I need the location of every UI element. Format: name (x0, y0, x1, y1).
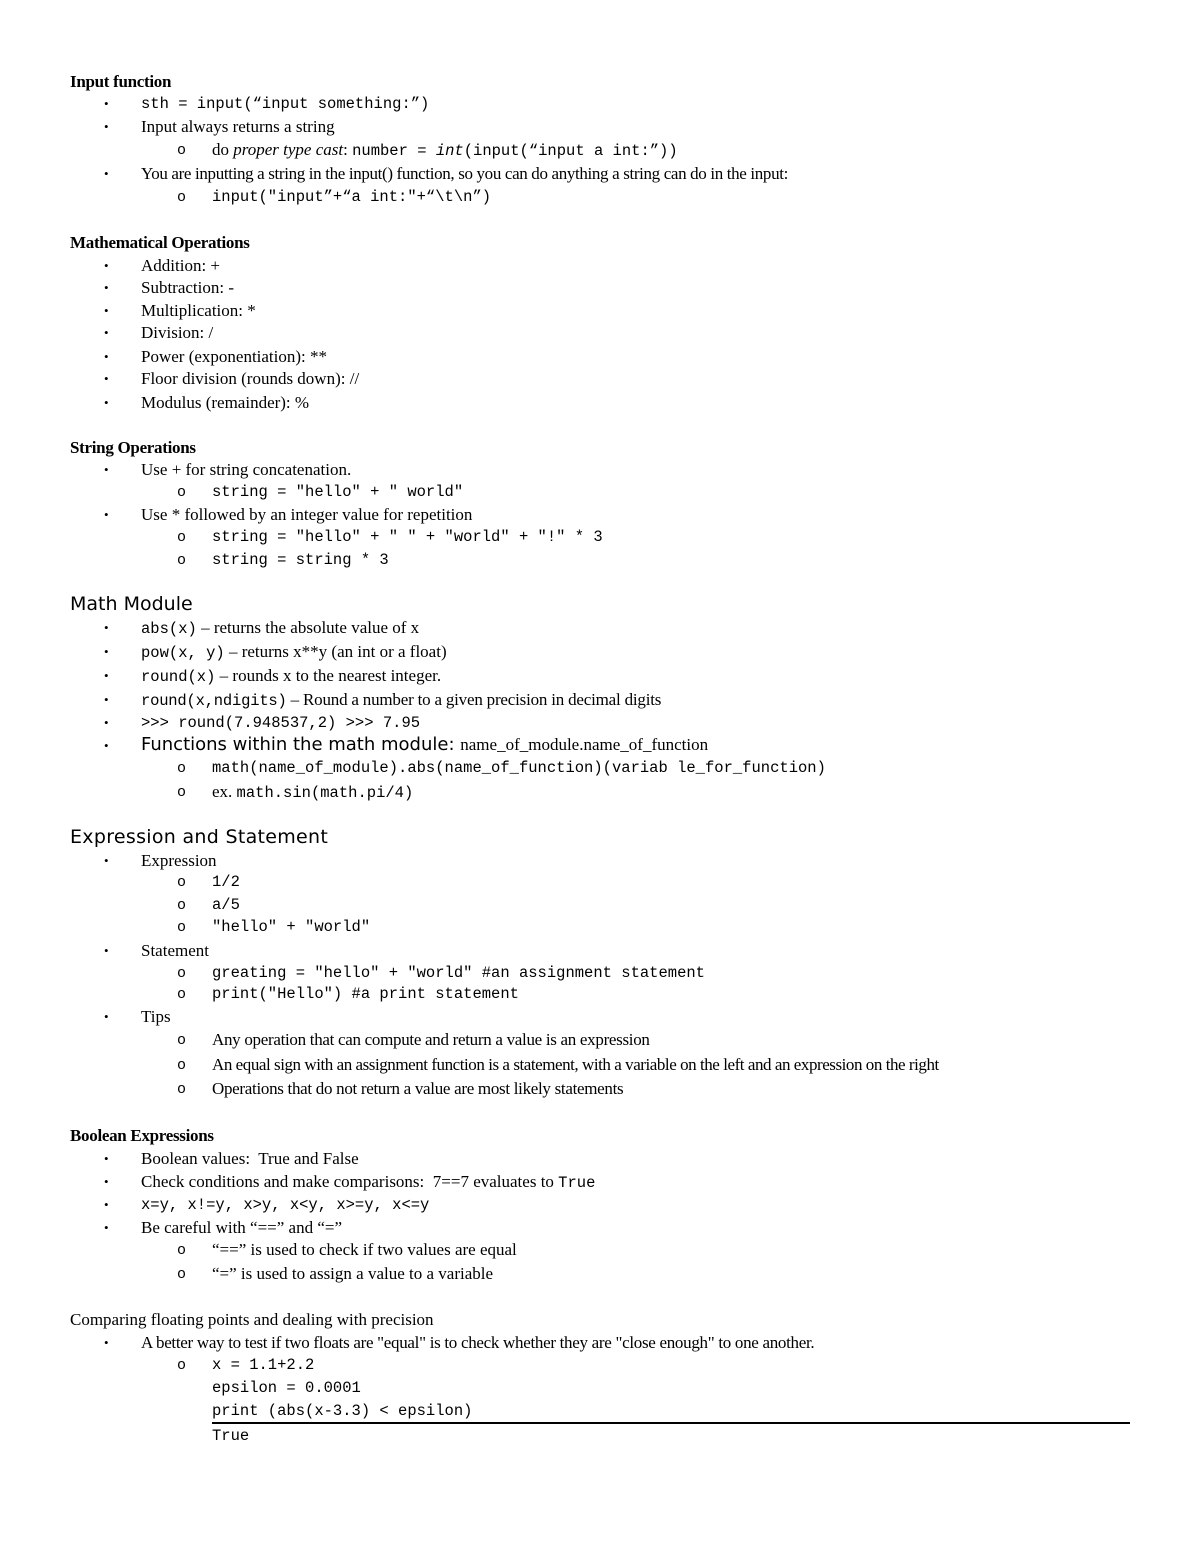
list-item: Tips (141, 1007, 171, 1026)
round-ndigits-code: round(x,ndigits) (141, 692, 287, 710)
bullet-marker: • (104, 280, 109, 295)
bullet-marker: • (104, 644, 109, 659)
list-item: Subtraction: - (141, 278, 235, 297)
sub-bullet-marker: o (177, 897, 187, 914)
list-item: Multiplication: * (141, 301, 256, 320)
bullet-marker: • (104, 692, 109, 707)
round-example-code: >>> round(7.948537,2) >>> 7.95 (141, 714, 421, 732)
list-item: Addition: + (141, 256, 221, 275)
heading-math-module: Math Module (70, 593, 193, 615)
bullet-marker: • (104, 507, 109, 522)
sub-bullet-marker: o (177, 1057, 187, 1074)
bullet-marker: • (104, 462, 109, 477)
bullet-marker: • (104, 1335, 109, 1350)
list-item: Use + for string concatenation. (141, 460, 352, 479)
horizontal-rule (212, 1422, 1130, 1424)
comparison-operators-code: x=y, x!=y, x>y, x<y, x>=y, x<=y (141, 1196, 430, 1214)
bullet-marker: • (104, 325, 109, 340)
bullet-marker: • (104, 303, 109, 318)
sub-bullet-marker: o (177, 142, 187, 159)
list-item: A better way to test if two floats are "equal" is to check whether they are "close enough" to one another. (141, 1333, 815, 1352)
list-item: Be careful with “==” and “=” (141, 1218, 343, 1237)
repetition-code-2: string = string * 3 (212, 551, 389, 569)
sub-bullet-marker: o (177, 529, 187, 546)
bullet-marker: • (104, 715, 109, 730)
list-item: Boolean values: True and False (141, 1149, 359, 1168)
type-cast-prefix: do (212, 140, 234, 159)
math-sin-example (212, 782, 413, 803)
type-cast-code-2: (input(“input a int:”)) (463, 142, 678, 160)
sub-bullet-marker: o (177, 1242, 187, 1259)
list-item (141, 1172, 595, 1193)
bullet-marker: • (104, 1197, 109, 1212)
type-cast-line (212, 140, 678, 161)
input-concat-code: input("input”+“a int:"+“\t\n”) (212, 188, 492, 206)
true-code: True (558, 1174, 596, 1192)
list-item (141, 666, 441, 687)
bullet-marker: • (104, 943, 109, 958)
bullet-marker: • (104, 166, 109, 181)
list-item: Modulus (remainder): % (141, 393, 310, 412)
list-item: Floor division (rounds down): // (141, 369, 360, 388)
round-description: – rounds x to the nearest integer. (215, 666, 442, 685)
heading-floating-points: Comparing floating points and dealing with precision (70, 1310, 434, 1329)
equality-note: “==” is used to check if two values are equal (212, 1240, 517, 1259)
math-sin-code: math.sin(math.pi/4) (236, 784, 414, 802)
expression-example-code: 1/2 (212, 873, 240, 891)
math-abs-example-code: math(name_of_module).abs(name_of_function)(variab le_for_function) (212, 759, 826, 777)
sub-bullet-marker: o (177, 1032, 187, 1049)
heading-mathematical-operations: Mathematical Operations (70, 233, 250, 252)
list-item: You are inputting a string in the input() function, so you can do anything a string can do in the input: (141, 164, 788, 183)
sub-bullet-marker: o (177, 1081, 187, 1098)
list-item: Division: / (141, 323, 214, 342)
float-code-output: True (212, 1427, 250, 1445)
list-item: Use * followed by an integer value for repetition (141, 505, 473, 524)
sub-bullet-marker: o (177, 784, 187, 801)
input-example-code: sth = input(“input something:”) (141, 95, 430, 113)
bullet-marker: • (104, 853, 109, 868)
round-code: round(x) (141, 668, 216, 686)
abs-code: abs(x) (141, 620, 197, 638)
pow-description: – returns x**y (an int or a float) (224, 642, 447, 661)
sub-bullet-marker: o (177, 1266, 187, 1283)
bullet-marker: • (104, 668, 109, 683)
sub-bullet-marker: o (177, 760, 187, 777)
bullet-marker: • (104, 371, 109, 386)
comparison-description: Check conditions and make comparisons: 7==7 evaluates to (141, 1172, 559, 1191)
bullet-marker: • (104, 349, 109, 364)
expression-example-code: a/5 (212, 896, 240, 914)
type-cast-colon: : (343, 140, 353, 159)
concat-code: string = "hello" + " world" (212, 483, 464, 501)
type-cast-code-1: number = (352, 142, 436, 160)
list-item (141, 618, 419, 639)
sub-bullet-marker: o (177, 919, 187, 936)
type-cast-code-int: int (435, 142, 464, 160)
float-code-line: epsilon = 0.0001 (212, 1379, 361, 1397)
sub-bullet-marker: o (177, 874, 187, 891)
bullet-marker: • (104, 395, 109, 410)
list-item: Power (exponentiation): ** (141, 347, 328, 366)
sub-bullet-marker: o (177, 1357, 187, 1374)
tip-item: Any operation that can compute and return a value is an expression (212, 1030, 650, 1049)
tip-item: An equal sign with an assignment function is a statement, with a variable on the left and an expression on the right (212, 1055, 939, 1074)
sub-bullet-marker: o (177, 552, 187, 569)
bullet-marker: • (104, 1151, 109, 1166)
list-item: Expression (141, 851, 217, 870)
sub-bullet-marker: o (177, 965, 187, 982)
expression-example-code: "hello" + "world" (212, 918, 371, 936)
list-item (141, 735, 708, 755)
float-code-line: x = 1.1+2.2 (212, 1356, 315, 1374)
tip-item: Operations that do not return a value are most likely statements (212, 1079, 624, 1098)
statement-example-code: print("Hello") #a print statement (212, 985, 519, 1003)
bullet-marker: • (104, 738, 109, 753)
bullet-marker: • (104, 1009, 109, 1024)
float-code-line: print (abs(x-3.3) < epsilon) (212, 1402, 473, 1420)
bullet-marker: • (104, 96, 109, 111)
statement-example-code: greating = "hello" + "world" #an assignment statement (212, 964, 705, 982)
sub-bullet-marker: o (177, 189, 187, 206)
bullet-marker: • (104, 119, 109, 134)
bullet-marker: • (104, 1174, 109, 1189)
abs-description: – returns the absolute value of x (196, 618, 420, 637)
functions-within-label: Functions within the math module: (141, 734, 461, 755)
sub-bullet-marker: o (177, 484, 187, 501)
sub-bullet-marker: o (177, 986, 187, 1003)
list-item: Statement (141, 941, 209, 960)
assignment-note: “=” is used to assign a value to a variable (212, 1264, 494, 1283)
repetition-code-1: string = "hello" + " " + "world" + "!" * 3 (212, 528, 603, 546)
type-cast-italic: proper type cast (233, 140, 344, 159)
pow-code: pow(x, y) (141, 644, 225, 662)
round-ndigits-description: – Round a number to a given precision in decimal digits (286, 690, 662, 709)
heading-string-operations: String Operations (70, 438, 196, 457)
list-item (141, 690, 661, 711)
bullet-marker: • (104, 1220, 109, 1235)
heading-input-function: Input function (70, 72, 172, 91)
list-item (141, 642, 447, 663)
heading-boolean-expressions: Boolean Expressions (70, 1126, 214, 1145)
functions-within-pattern: name_of_module.name_of_function (460, 735, 709, 754)
list-item: Input always returns a string (141, 117, 335, 136)
example-prefix: ex. (212, 782, 237, 801)
bullet-marker: • (104, 258, 109, 273)
heading-expression-statement: Expression and Statement (70, 826, 329, 848)
bullet-marker: • (104, 620, 109, 635)
